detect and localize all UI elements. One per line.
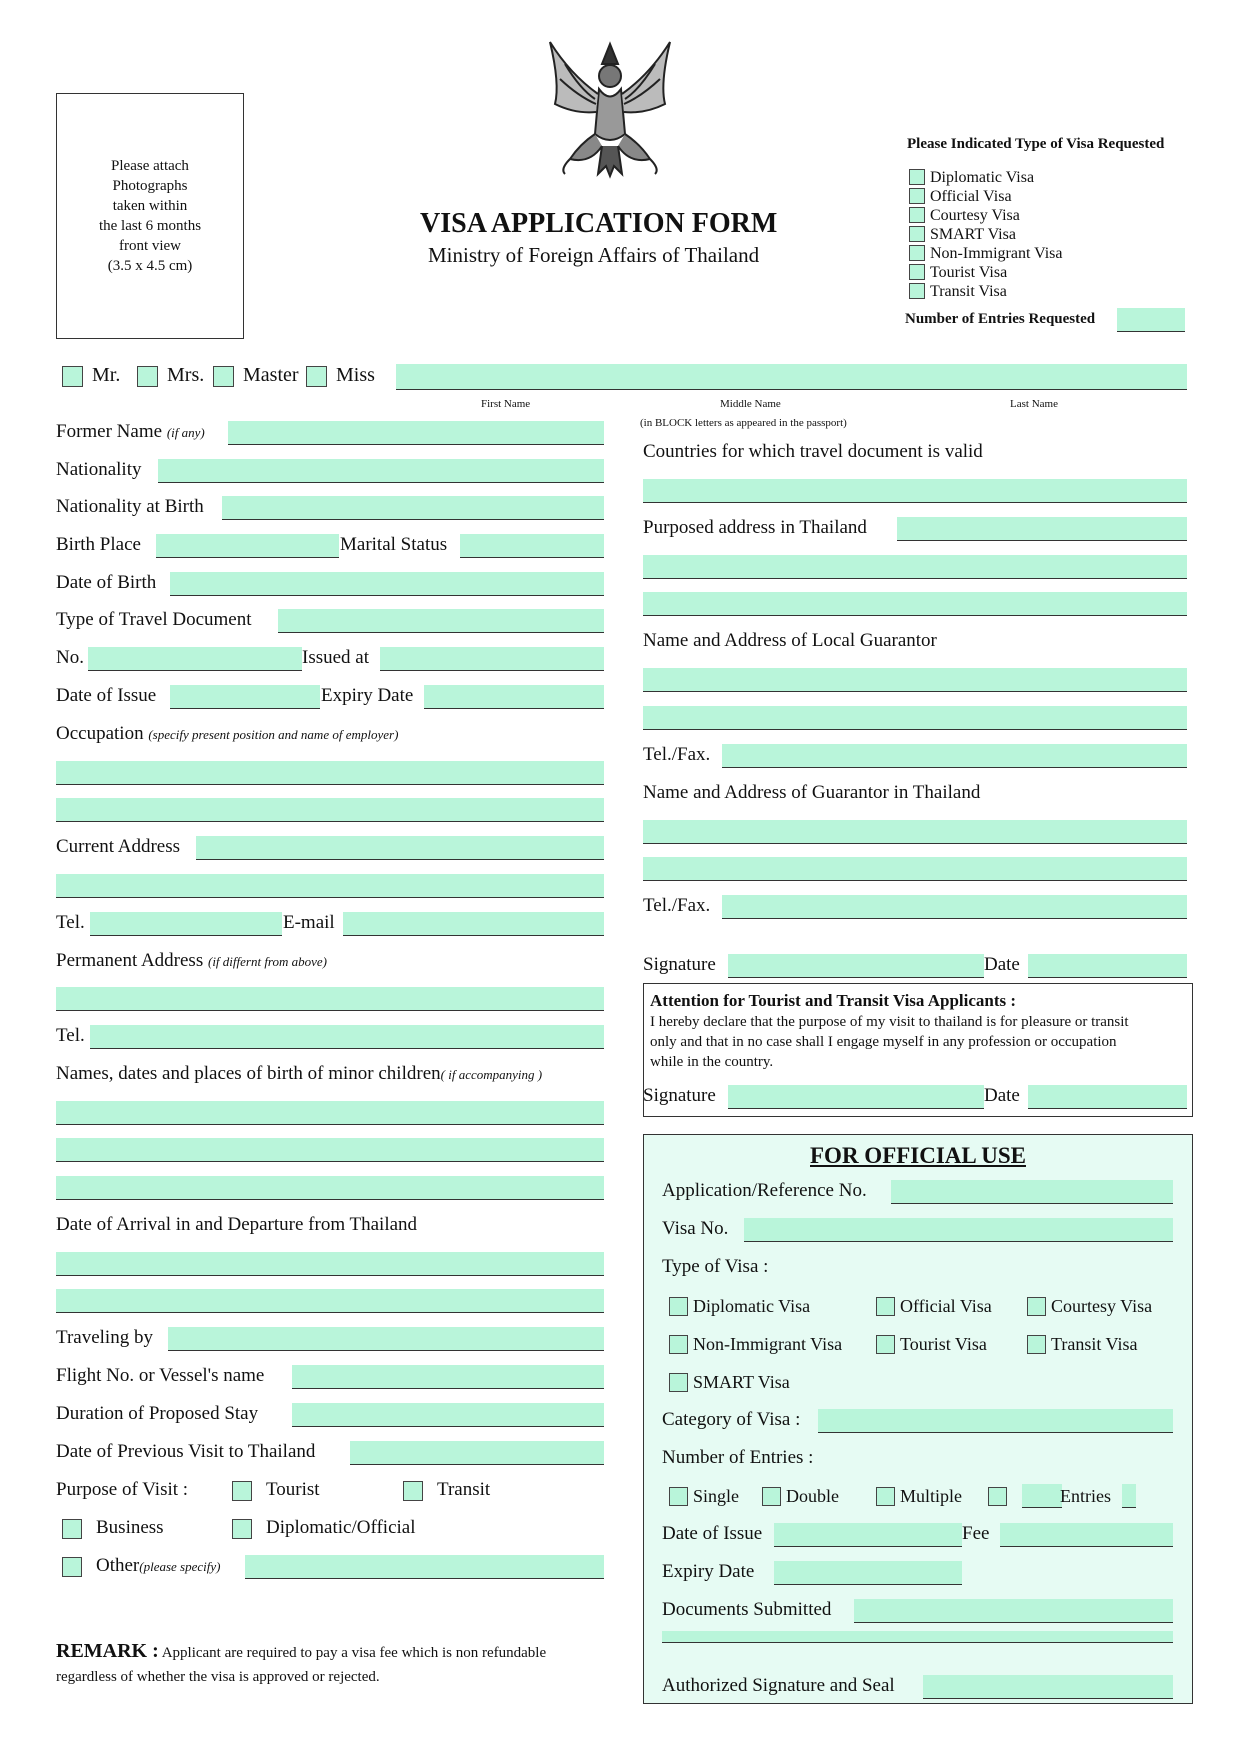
visa-request-checkbox[interactable] bbox=[909, 207, 925, 223]
title-miss-label: Miss bbox=[336, 364, 375, 386]
type-of-visa-label: Type of Visa : bbox=[662, 1256, 769, 1277]
former-name-label bbox=[56, 421, 205, 444]
nationality-label: Nationality bbox=[56, 459, 142, 480]
former-name-note: (if any) bbox=[166, 425, 205, 440]
marital-status-input[interactable] bbox=[460, 534, 604, 558]
official-smart-label: SMART Visa bbox=[693, 1372, 790, 1392]
address-th-input-3[interactable] bbox=[643, 592, 1187, 616]
app-ref-label: Application/Reference No. bbox=[662, 1180, 867, 1201]
current-address-input-2[interactable] bbox=[56, 874, 604, 898]
documents-label: Documents Submitted bbox=[662, 1599, 832, 1620]
purpose-transit-label: Transit bbox=[437, 1479, 491, 1500]
middle-name-label: Middle Name bbox=[720, 398, 781, 410]
permanent-address-input[interactable] bbox=[56, 987, 604, 1011]
local-guarantor-input-1[interactable] bbox=[643, 668, 1187, 692]
documents-input-2[interactable] bbox=[662, 1631, 1173, 1643]
auth-sig-input[interactable] bbox=[923, 1675, 1173, 1699]
official-smart-checkbox[interactable] bbox=[669, 1373, 688, 1392]
official-nonimmigrant-label: Non-Immigrant Visa bbox=[693, 1334, 843, 1354]
visa-request-heading: Please Indicated Type of Visa Requested bbox=[907, 136, 1165, 152]
official-date-issue-input[interactable] bbox=[774, 1523, 962, 1547]
auth-sig-label: Authorized Signature and Seal bbox=[662, 1675, 895, 1696]
official-use-box bbox=[643, 1134, 1193, 1704]
official-date-issue-label: Date of Issue bbox=[662, 1523, 763, 1544]
single-checkbox[interactable] bbox=[669, 1487, 688, 1506]
documents-input-1[interactable] bbox=[854, 1599, 1173, 1623]
remark bbox=[56, 1640, 546, 1664]
official-diplomatic-label: Diplomatic Visa bbox=[693, 1296, 811, 1316]
th-guarantor-input-2[interactable] bbox=[643, 857, 1187, 881]
official-title: FOR OFFICIAL USE bbox=[810, 1143, 1026, 1168]
visa-request-checkbox[interactable] bbox=[909, 283, 925, 299]
signature-label: Signature bbox=[643, 954, 716, 975]
official-diplomatic-checkbox[interactable] bbox=[669, 1297, 688, 1316]
current-address-input-1[interactable] bbox=[196, 836, 604, 860]
tel2-label: Tel. bbox=[56, 1025, 85, 1046]
arrival-label: Date of Arrival in and Departure from Thailand bbox=[56, 1214, 418, 1235]
date-input[interactable] bbox=[1028, 954, 1187, 978]
remark-line-2: regardless of whether the visa is approved or rejected. bbox=[56, 1669, 380, 1685]
nationality-input[interactable] bbox=[158, 459, 604, 483]
entries-requested-label: Number of Entries Requested bbox=[905, 311, 1096, 327]
nationality-birth-label: Nationality at Birth bbox=[56, 496, 204, 517]
children-label bbox=[56, 1063, 542, 1086]
flight-input[interactable] bbox=[292, 1365, 604, 1389]
date2-label: Date bbox=[984, 1085, 1020, 1106]
form-subtitle: Ministry of Foreign Affairs of Thailand bbox=[428, 243, 760, 267]
remark-label: REMARK : bbox=[56, 1640, 159, 1662]
official-official-checkbox[interactable] bbox=[876, 1297, 895, 1316]
visa-request-option: Diplomatic Visa bbox=[930, 169, 1035, 186]
category-input[interactable] bbox=[818, 1409, 1173, 1433]
traveling-by-label: Traveling by bbox=[56, 1327, 153, 1348]
visa-request-checkbox[interactable] bbox=[909, 245, 925, 261]
dob-label: Date of Birth bbox=[56, 572, 157, 593]
dob-input[interactable] bbox=[170, 572, 604, 596]
occupation-label bbox=[56, 723, 398, 746]
doc-no-label: No. bbox=[56, 647, 84, 668]
single-label: Single bbox=[693, 1486, 740, 1506]
photo-line: the last 6 months bbox=[98, 218, 202, 234]
fee-input[interactable] bbox=[1000, 1523, 1173, 1547]
title-mr-checkbox[interactable] bbox=[62, 366, 83, 387]
entries-word: Entries bbox=[1060, 1486, 1111, 1506]
signature2-label: Signature bbox=[643, 1085, 716, 1106]
issued-at-label: Issued at bbox=[302, 647, 370, 668]
attention-line-2: only and that in no case shall I engage myself in any profession or occupation bbox=[650, 1034, 1117, 1050]
attention-box bbox=[643, 983, 1193, 1117]
signature2-input[interactable] bbox=[728, 1085, 984, 1109]
local-guarantor-label: Name and Address of Local Guarantor bbox=[643, 630, 937, 651]
title-miss-checkbox[interactable] bbox=[306, 366, 327, 387]
visa-request-checkbox[interactable] bbox=[909, 169, 925, 185]
attention-line-1: I hereby declare that the purpose of my visit to thailand is for pleasure or transit bbox=[650, 1014, 1129, 1030]
last-name-label: Last Name bbox=[1010, 398, 1058, 410]
local-guarantor-input-2[interactable] bbox=[643, 706, 1187, 730]
travel-doc-label: Type of Travel Document bbox=[56, 609, 252, 630]
purpose-other-checkbox[interactable] bbox=[62, 1557, 82, 1577]
custom-entries-input[interactable] bbox=[1022, 1484, 1062, 1508]
photo-line: Photographs bbox=[112, 178, 188, 194]
permanent-address-text: Permanent Address bbox=[56, 950, 204, 971]
visa-request-checkbox[interactable] bbox=[909, 188, 925, 204]
official-courtesy-checkbox[interactable] bbox=[1027, 1297, 1046, 1316]
category-label: Category of Visa : bbox=[662, 1409, 801, 1430]
permanent-address-label bbox=[56, 950, 327, 973]
title-master-checkbox[interactable] bbox=[213, 366, 234, 387]
children-note: ( if accompanying ) bbox=[440, 1067, 543, 1082]
block-letters-note: (in BLOCK letters as appeared in the passport) bbox=[640, 417, 847, 429]
official-courtesy-label: Courtesy Visa bbox=[1051, 1296, 1153, 1316]
visa-request-option: Non-Immigrant Visa bbox=[930, 245, 1063, 262]
purpose-diplomatic-checkbox[interactable] bbox=[232, 1519, 252, 1539]
multiple-checkbox[interactable] bbox=[876, 1487, 895, 1506]
title-master-label: Master bbox=[243, 364, 299, 386]
traveling-by-input[interactable] bbox=[168, 1327, 604, 1351]
title-mr-label: Mr. bbox=[92, 364, 121, 386]
email-input[interactable] bbox=[343, 912, 604, 936]
children-input-2[interactable] bbox=[56, 1138, 604, 1162]
former-name-text: Former Name bbox=[56, 421, 163, 442]
children-input-1[interactable] bbox=[56, 1101, 604, 1125]
multiple-label: Multiple bbox=[900, 1486, 962, 1506]
official-tourist-label: Tourist Visa bbox=[900, 1334, 987, 1354]
telfax1-input[interactable] bbox=[722, 744, 1187, 768]
photo-box bbox=[56, 93, 244, 339]
official-transit-label: Transit Visa bbox=[1051, 1334, 1138, 1354]
double-checkbox[interactable] bbox=[762, 1487, 781, 1506]
tel2-input[interactable] bbox=[90, 1025, 604, 1049]
visa-request-option: Courtesy Visa bbox=[930, 207, 1020, 224]
visa-request-checkbox[interactable] bbox=[909, 226, 925, 242]
official-expiry-label: Expiry Date bbox=[662, 1561, 755, 1582]
app-ref-input[interactable] bbox=[891, 1180, 1173, 1204]
garuda-emblem-icon bbox=[540, 34, 680, 184]
fee-label: Fee bbox=[962, 1523, 990, 1544]
address-th-label: Purposed address in Thailand bbox=[643, 517, 867, 538]
telfax1-label: Tel./Fax. bbox=[643, 744, 711, 765]
birth-place-label: Birth Place bbox=[56, 534, 141, 555]
visa-request-option: SMART Visa bbox=[930, 226, 1016, 243]
birth-place-input[interactable] bbox=[156, 534, 339, 558]
prev-visit-label: Date of Previous Visit to Thailand bbox=[56, 1441, 316, 1462]
occupation-note: (specify present position and name of employer) bbox=[148, 727, 399, 742]
attention-line-3: while in the country. bbox=[650, 1054, 774, 1070]
first-name-label: First Name bbox=[481, 398, 531, 410]
flight-label: Flight No. or Vessel's name bbox=[56, 1365, 265, 1386]
photo-line: taken within bbox=[112, 198, 188, 214]
doc-no-input[interactable] bbox=[88, 647, 302, 671]
duration-input[interactable] bbox=[292, 1403, 604, 1427]
arrival-input-1[interactable] bbox=[56, 1252, 604, 1276]
photo-line: front view bbox=[118, 238, 182, 254]
visa-request-option: Transit Visa bbox=[930, 283, 1007, 300]
visa-request-option: Official Visa bbox=[930, 188, 1012, 205]
full-name-input[interactable] bbox=[396, 364, 1187, 390]
purpose-tourist-label: Tourist bbox=[266, 1479, 320, 1500]
arrival-input-2[interactable] bbox=[56, 1289, 604, 1313]
countries-input[interactable] bbox=[643, 479, 1187, 503]
occupation-input-1[interactable] bbox=[56, 761, 604, 785]
purpose-other-input[interactable] bbox=[245, 1555, 604, 1579]
visa-no-label: Visa No. bbox=[662, 1218, 729, 1239]
children-input-3[interactable] bbox=[56, 1176, 604, 1200]
photo-line: (3.5 x 4.5 cm) bbox=[107, 258, 193, 274]
former-name-input[interactable] bbox=[228, 421, 604, 445]
occupation-text: Occupation bbox=[56, 723, 144, 744]
title-mrs-checkbox[interactable] bbox=[137, 366, 158, 387]
occupation-input-2[interactable] bbox=[56, 798, 604, 822]
expiry-label: Expiry Date bbox=[321, 685, 414, 706]
form-title: VISA APPLICATION FORM bbox=[420, 208, 778, 239]
email-label: E-mail bbox=[283, 912, 335, 933]
official-tourist-checkbox[interactable] bbox=[876, 1335, 895, 1354]
nationality-birth-input[interactable] bbox=[222, 496, 604, 520]
signature-input[interactable] bbox=[728, 954, 984, 978]
date2-input[interactable] bbox=[1028, 1085, 1187, 1109]
travel-doc-input[interactable] bbox=[278, 609, 604, 633]
date-issue-input[interactable] bbox=[170, 685, 320, 709]
address-th-input-1[interactable] bbox=[897, 517, 1187, 541]
photo-line: Please attach bbox=[111, 158, 189, 174]
official-official-label: Official Visa bbox=[900, 1296, 992, 1316]
current-address-label: Current Address bbox=[56, 836, 181, 857]
tel-input[interactable] bbox=[90, 912, 282, 936]
custom-entries-checkbox[interactable] bbox=[988, 1487, 1007, 1506]
purpose-label: Purpose of Visit : bbox=[56, 1479, 189, 1500]
telfax2-label: Tel./Fax. bbox=[643, 895, 711, 916]
visa-request-checkbox[interactable] bbox=[909, 264, 925, 280]
entries-suffix-input[interactable] bbox=[1122, 1484, 1136, 1508]
tel-label: Tel. bbox=[56, 912, 85, 933]
official-transit-checkbox[interactable] bbox=[1027, 1335, 1046, 1354]
th-guarantor-label: Name and Address of Guarantor in Thailand bbox=[643, 782, 981, 803]
purpose-business-label: Business bbox=[96, 1517, 164, 1538]
entries-requested-input[interactable] bbox=[1117, 308, 1185, 332]
date-issue-label: Date of Issue bbox=[56, 685, 157, 706]
purpose-other-text: Other bbox=[96, 1555, 140, 1576]
title-mrs-label: Mrs. bbox=[167, 364, 205, 386]
double-label: Double bbox=[786, 1486, 839, 1506]
official-nonimmigrant-checkbox[interactable] bbox=[669, 1335, 688, 1354]
countries-label: Countries for which travel document is valid bbox=[643, 441, 983, 462]
purpose-diplomatic-label: Diplomatic/Official bbox=[266, 1517, 416, 1538]
purpose-transit-checkbox[interactable] bbox=[403, 1481, 423, 1501]
purpose-business-checkbox[interactable] bbox=[62, 1519, 82, 1539]
date-label: Date bbox=[984, 954, 1020, 975]
visa-no-input[interactable] bbox=[744, 1218, 1173, 1242]
attention-title: Attention for Tourist and Transit Visa Applicants : bbox=[650, 991, 1017, 1010]
telfax2-input[interactable] bbox=[722, 895, 1187, 919]
visa-request-option: Tourist Visa bbox=[930, 264, 1008, 281]
permanent-address-note: (if differnt from above) bbox=[207, 954, 328, 969]
marital-status-label: Marital Status bbox=[340, 534, 448, 555]
children-text: Names, dates and places of birth of minor children bbox=[56, 1063, 441, 1084]
official-expiry-input[interactable] bbox=[774, 1561, 962, 1585]
prev-visit-input[interactable] bbox=[350, 1441, 604, 1465]
duration-label: Duration of Proposed Stay bbox=[56, 1403, 259, 1424]
remark-line-1: Applicant are required to pay a visa fee which is non refundable bbox=[161, 1645, 547, 1661]
purpose-other-note: (please specify) bbox=[139, 1559, 221, 1574]
purpose-tourist-checkbox[interactable] bbox=[232, 1481, 252, 1501]
purpose-other-label bbox=[96, 1555, 220, 1578]
expiry-input[interactable] bbox=[424, 685, 604, 709]
issued-at-input[interactable] bbox=[380, 647, 604, 671]
entries-label: Number of Entries : bbox=[662, 1447, 814, 1468]
address-th-input-2[interactable] bbox=[643, 555, 1187, 579]
th-guarantor-input-1[interactable] bbox=[643, 820, 1187, 844]
